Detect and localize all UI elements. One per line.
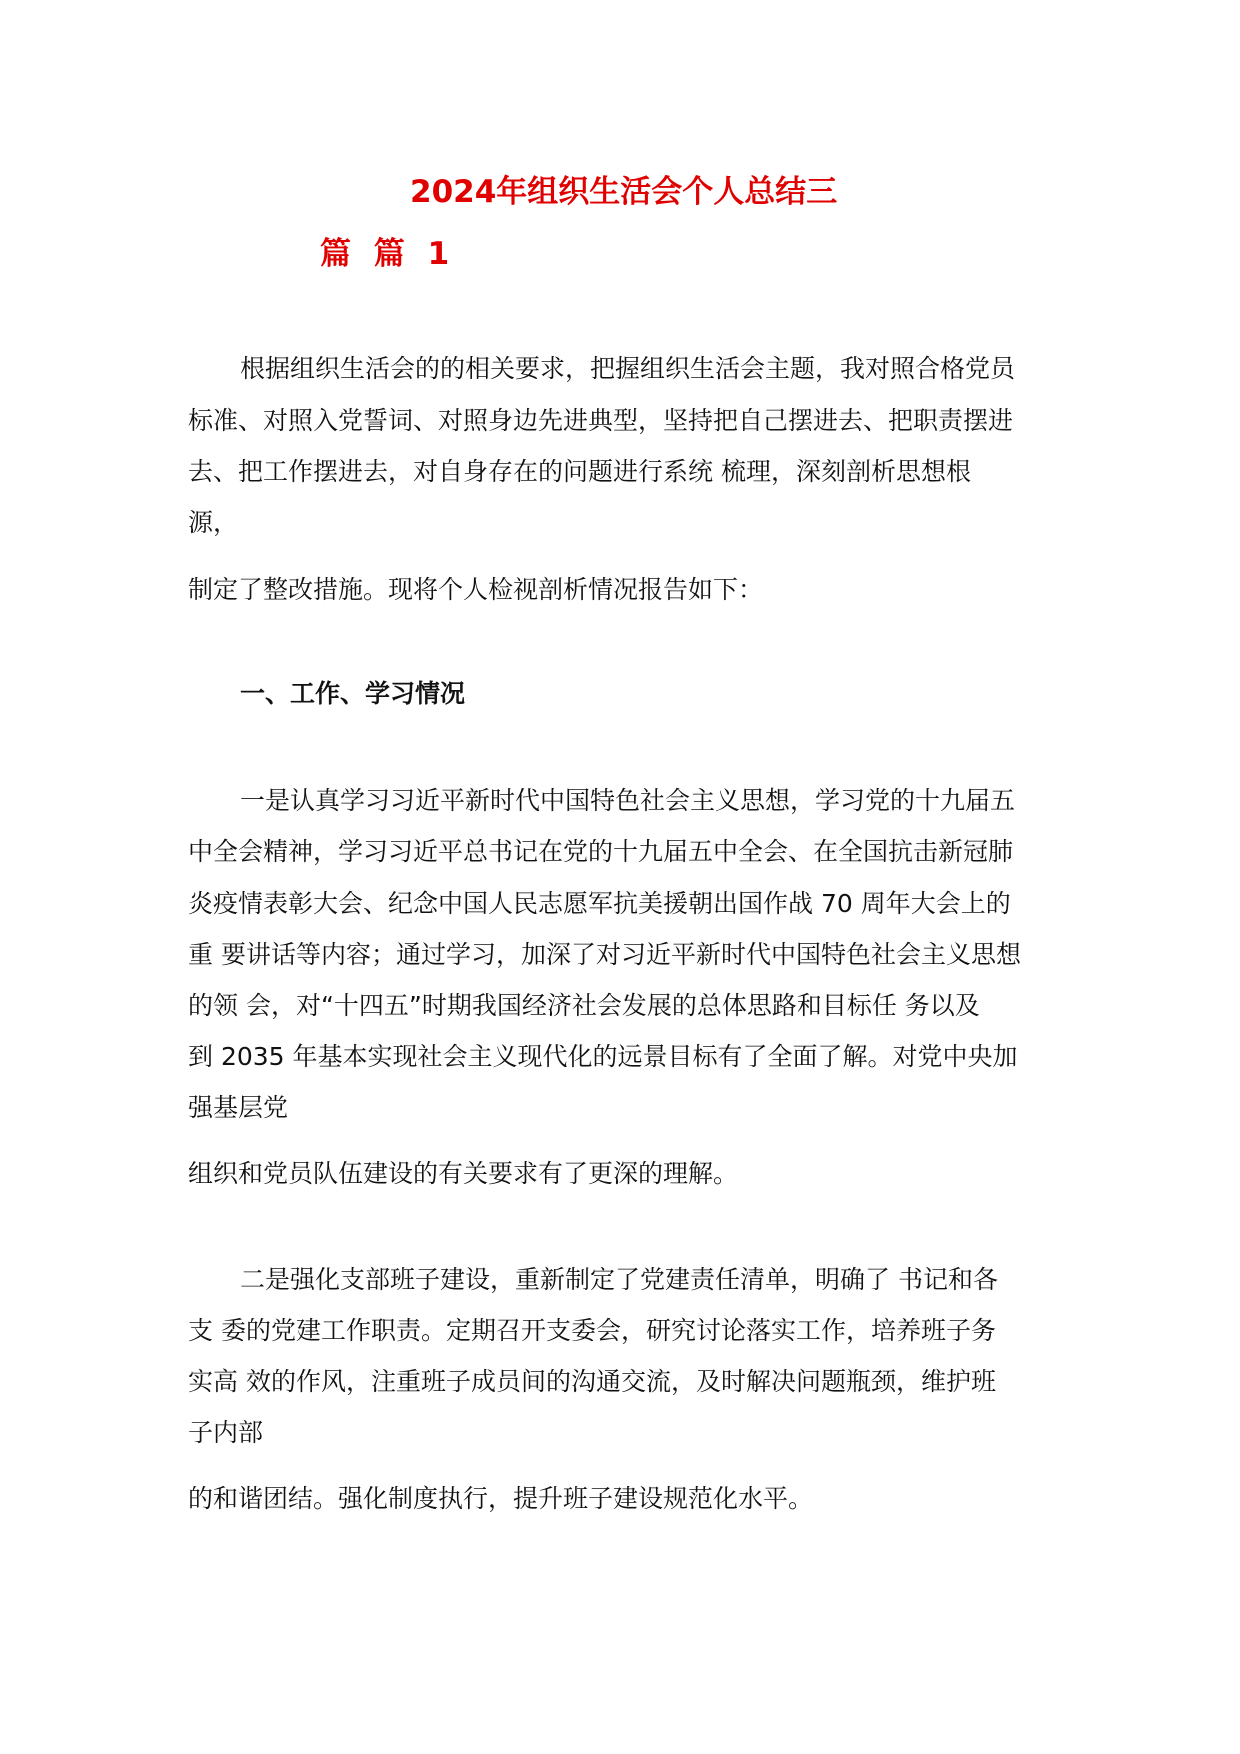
paragraph-line: 制定了整改措施。现将个人检视剖析情况报告如下： bbox=[188, 575, 764, 604]
paragraph-line: 去、把工作摆进去，对自身存在的问题进行系统 梳理，深刻剖析思想根 bbox=[188, 457, 971, 486]
document-title-line-2: 篇 篇 1 bbox=[320, 236, 456, 272]
paragraph-line: 重 要讲话等内容；通过学习，加深了对习近平新时代中国特色社会主义思想 bbox=[188, 940, 1021, 969]
paragraph-line: 强基层党 bbox=[188, 1093, 289, 1122]
paragraph-line: 根据组织生活会的的相关要求，把握组织生活会主题，我对照合格党员 bbox=[240, 354, 1016, 383]
paragraph-line: 的和谐团结。强化制度执行，提升班子建设规范化水平。 bbox=[188, 1484, 814, 1513]
document-title-line-1: 2024年组织生活会个人总结三 bbox=[410, 174, 838, 210]
paragraph-line: 一是认真学习习近平新时代中国特色社会主义思想，学习党的十九届五 bbox=[240, 786, 1016, 815]
paragraph-line: 标准、对照入党誓词、对照身边先进典型，坚持把自己摆进去、把职责摆进 bbox=[188, 406, 1014, 435]
paragraph-line: 中全会精神，学习习近平总书记在党的十九届五中全会、在全国抗击新冠肺 bbox=[188, 837, 1014, 866]
paragraph-line: 到 2035 年基本实现社会主义现代化的远景目标有了全面了解。对党中央加 bbox=[188, 1042, 1018, 1071]
paragraph-line: 的领 会，对“十四五”时期我国经济社会发展的总体思路和目标任 务以及 bbox=[188, 991, 980, 1020]
paragraph-line: 支 委的党建工作职责。定期召开支委会，研究讨论落实工作，培养班子务 bbox=[188, 1316, 996, 1345]
section-heading: 一、工作、学习情况 bbox=[240, 679, 466, 708]
paragraph-line: 源， bbox=[188, 508, 239, 537]
paragraph-line: 二是强化支部班子建设，重新制定了党建责任清单，明确了 书记和各 bbox=[240, 1265, 998, 1294]
paragraph-line: 实高 效的作风，注重班子成员间的沟通交流，及时解决问题瓶颈，维护班 bbox=[188, 1367, 996, 1396]
paragraph-line: 组织和党员队伍建设的有关要求有了更深的理解。 bbox=[188, 1159, 739, 1188]
paragraph-line: 炎疫情表彰大会、纪念中国人民志愿军抗美援朝出国作战 70 周年大会上的 bbox=[188, 889, 1011, 918]
paragraph-line: 子内部 bbox=[188, 1418, 264, 1447]
